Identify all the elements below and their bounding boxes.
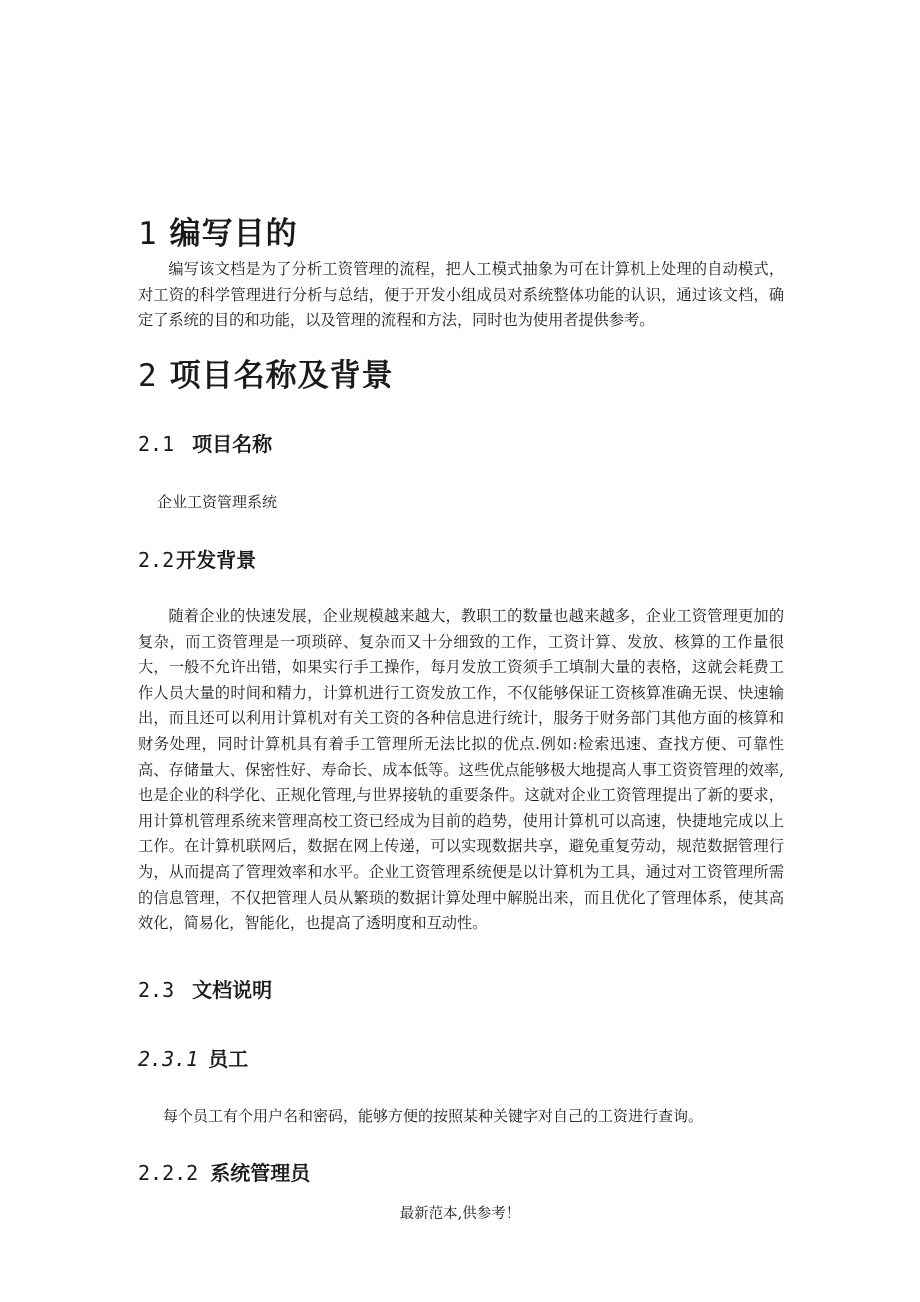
heading-number: 2.3 [138,978,175,1002]
heading-number: 2.2 [138,548,175,572]
heading-number: 2.2.2 [138,1161,199,1185]
background-paragraph: 随着企业的快速发展，企业规模越来越大，教职工的数量也越来越多，企业工资管理更加的复杂，而工资管理是一项琐碎、复杂而又十分细致的工作，工资计算、发放、核算的工作量很大，一般不允许出错，如果实行手工操作，每月发放工资须手工填制大量的表格，这就会耗费工作人员大量的时间和精力，计算机进行工资发放工作，不仅能够保证工资核算准确无误、快速输出，而且还可以利用计算机对有关工资的各种信息进行统计，服务于财务部门其他方面的核算和财务处理，同时计算机具有着手工管理所无法比拟的优点.例如:检索迅速、查找方便、可靠性高、存储量大、保密性好、寿命长、成本低等。这些优点能够极大地提高人事工资资管理的效率,也是企业的科学化、正规化管理,与世界接轨的重要条件。这就对企业工资管理提出了新的要求，用计算机管理系统来管理高校工资已经成为目前的趋势，使用计算机可以高速，快捷地完成以上工作。在计算机联网后，数据在网上传递，可以实现数据共享，避免重复劳动，规范数据管理行为，从而提高了管理效率和水平。企业工资管理系统便是以计算机为工具，通过对工资管理所需的信息管理，不仅把管理人员从繁琐的数据计算处理中解脱出来，而且优化了管理体系，使其高效化，简易化，智能化，也提高了透明度和互动性。 [138,607,784,933]
heading-number: 1 [138,216,158,252]
purpose-paragraph: 编写该文档是为了分析工资管理的流程，把人工模式抽象为可在计算机上处理的自动模式，对工资的科学管理进行分析与总结，便于开发小组成员对系统整体功能的认识，通过该文档，确定了系统的目的和功能，以及管理的流程和方法，同时也为使用者提供参考。 [138,260,784,330]
heading-2-1 [138,430,272,458]
heading-title: 项目名称及背景 [169,358,394,394]
project-name-text: 企业工资管理系统 [157,493,278,511]
page-footer: 最新范本,供参考！ [399,1206,521,1222]
heading-title: 编写目的 [169,216,298,252]
heading-title: 项目名称 [192,432,273,456]
heading-title: 员工 [208,1047,249,1071]
heading-2 [138,356,394,396]
heading-title: 系统管理员 [210,1161,311,1185]
heading-number: 2.1 [138,432,175,456]
heading-number: 2.3.1 [138,1047,199,1071]
heading-2-3-1 [138,1045,248,1073]
heading-number: 2 [138,358,158,394]
heading-title: 开发背景 [176,548,257,572]
employee-description: 每个员工有个用户名和密码，能够方便的按照某种关键字对自己的工资进行查询。 [163,1107,704,1125]
heading-2-2 [138,546,256,574]
heading-2-2-2 [138,1159,310,1187]
heading-2-3 [138,976,272,1004]
heading-title: 文档说明 [192,978,273,1002]
heading-1 [138,214,298,254]
